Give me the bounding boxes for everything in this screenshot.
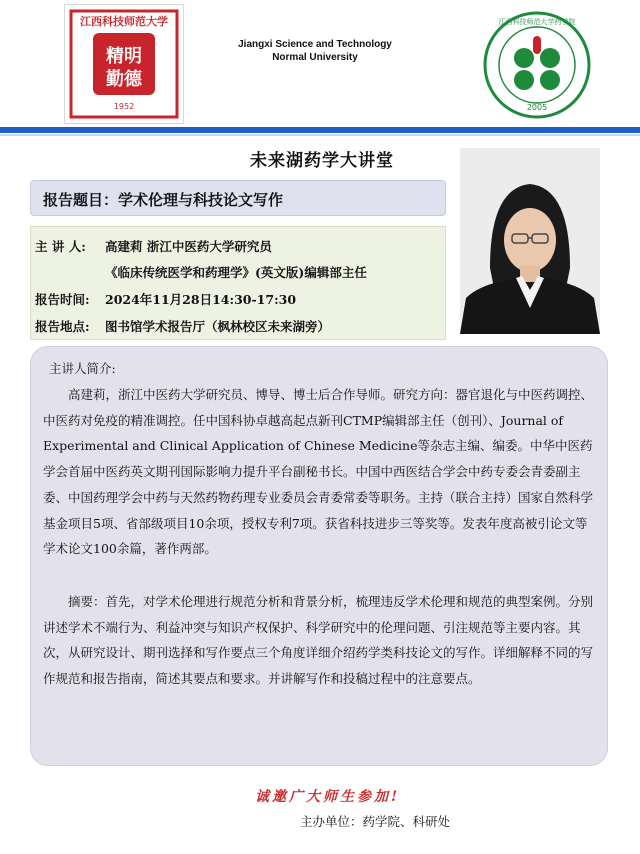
speaker-bio-box	[30, 346, 608, 766]
header-divider-underline	[0, 134, 640, 136]
logo-year: 1952	[113, 102, 135, 111]
svg-text:勤德: 勤德	[106, 69, 142, 90]
university-name-line1: Jiangxi Science and Technology	[238, 39, 392, 50]
lecture-info-box	[30, 226, 446, 340]
speaker-label: 主 讲 人:	[35, 239, 86, 254]
topic-title: 报告题目：学术伦理与科技论文写作	[43, 191, 284, 209]
speaker-name: 高建莉 浙江中医药大学研究员	[105, 239, 272, 254]
lecture-place: 图书馆学术报告厅（枫林校区未来湖旁）	[105, 319, 331, 334]
logo-right-year: 2005	[526, 103, 548, 112]
invitation-text: 诚邀广大师生参加!	[255, 789, 401, 805]
time-label: 报告时间:	[35, 292, 90, 307]
college-logo-right	[482, 10, 592, 120]
svg-text:精明: 精明	[106, 46, 142, 67]
university-logo-left	[64, 4, 184, 124]
bio-heading: 主讲人简介:	[49, 361, 116, 376]
university-name-line2: Normal University	[272, 52, 358, 63]
university-name	[200, 38, 430, 64]
lecture-time: 2024年11月28日14:30-17:30	[105, 292, 297, 307]
speaker-photo	[460, 148, 600, 334]
abstract-paragraph: 摘要：首先，对学术伦理进行规范分析和背景分析，梳理违反学术伦理和规范的典型案例。分别讲述学术不端行为、利益冲突与知识产权保护、科学研究中的伦理问题、引注规范等主要内容。其次，从研究设计、期刊选择和写作要点三个角度详细介绍药学类科技论文的写作。详细解释不同的写作规范和报告指南，简述其要点和要求。并讲解写作和投稿过程中的注意要点。	[43, 594, 594, 687]
organizer-text: 主办单位：药学院、科研处	[300, 814, 451, 829]
bio-paragraph: 高建莉，浙江中医药大学研究员、博导、博士后合作导师。研究方向：器官退化与中医药调控、中医药对免疫的精准调控。任中国科协卓越高起点新刊CTMP编辑部主任（创刊）、Journal of Experimental and Clinical Application of Chinese Medicine等杂志主编、编委。中华中医药学会首届中医药英文期刊国际影响力提升平台副秘书长。中国中西医结合学会中药专委会青委副主委、中国药理学会中药与天然药物药理专业委员会青委常委等职务。主持（联合主持）国家自然科学基金项目5项、省部级项目10余项，授权专利7项。获省科技进步三等奖等。发表年度高被引论文等学术论文100余篇，著作两部。	[43, 387, 594, 557]
speaker-role: 《临床传统医学和药理学》(英文版)编辑部主任	[105, 265, 367, 280]
place-label: 报告地点:	[35, 319, 90, 334]
header-divider-bar	[0, 127, 640, 133]
lecture-series-title: 未来湖药学大讲堂	[250, 151, 394, 171]
topic-box	[30, 180, 446, 216]
logo-right-arc-text: 江西科技师范大学药学院	[498, 18, 576, 26]
logo-arc-text: 江西科技师范大学	[80, 15, 168, 28]
